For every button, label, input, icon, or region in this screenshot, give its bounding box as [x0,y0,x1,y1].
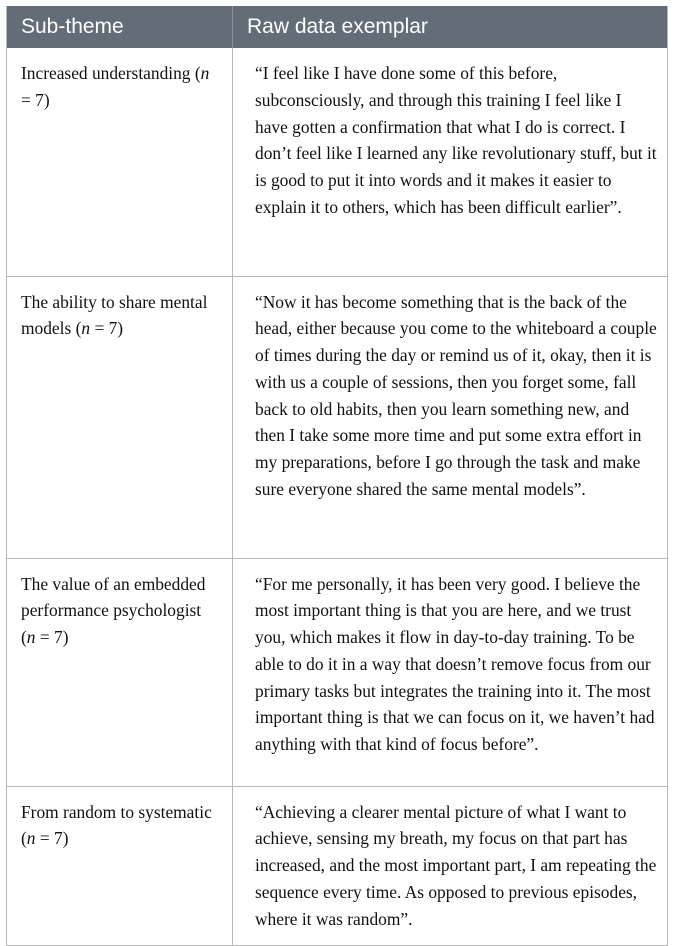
subtheme-cell: The value of an embedded performance psychologist (n = 7) [7,558,233,786]
sample-size-variable: n [26,627,36,648]
subtheme-label: From random to systematic [21,801,212,822]
table-row [7,786,668,946]
table-body [7,48,668,946]
table-row [7,558,668,786]
exemplar-quote: “Achieving a clearer mental picture of what I want to achieve, sensing my breath, my focus on that part has increased, and the most important part, I am repeating the sequence every time. As opposed to previous episodes, where it was random”. [233,786,668,946]
table-header [7,6,668,48]
exemplar-quote: “Now it has become something that is the back of the head, either because you come to the whiteboard a couple of times during the day or remind us of it, okay, then it is with us a couple of sessions, then you forget some, fall back to old habits, then you learn something new, and then I take some more time and put some extra effort in my preparations, before I go through the task and make sure everyone shared the same mental models”. [233,276,668,558]
header-row [7,6,668,48]
subtheme-label: The value of an embedded performance psychologist [21,573,206,621]
sample-size-value: = 7 [21,89,44,110]
header-subtheme: Sub-theme [7,6,233,48]
subtheme-label: The ability to share mental models [21,291,208,339]
subtheme-table [6,6,668,946]
sample-size-value: = 7 [90,318,118,339]
subtheme-label: Increased understanding [21,63,191,83]
exemplar-quote: “For me personally, it has been very good. I believe the most important thing is that you are here, and we trust you, which makes it flow in day-to-day training. To be able to do it in a way that doesn’t remove focus from our primary tasks but integrates the training into it. The most important thing is that we can focus on it, we haven’t had anything with that kind of focus before”. [233,558,668,786]
header-raw-data-exemplar: Raw data exemplar [233,6,668,48]
table-row [7,276,668,558]
sample-size-variable: n [81,318,91,339]
sample-size-variable: n [200,63,210,83]
table-row [7,48,668,276]
subtheme-cell: Increased understanding (n = 7) [21,63,210,110]
sample-size-value: = 7 [35,828,63,849]
sample-size-variable: n [26,828,36,849]
subtheme-cell: The ability to share mental models (n = 7) [7,276,233,558]
subtheme-cell: From random to systematic (n = 7) [7,786,233,946]
exemplar-quote: “I feel like I have done some of this before, subconsciously, and through this training I feel like I have gotten a confirmation that what I do is correct. I don’t feel like I learned any like revolutionary stuff, but it is good to put it into words and it makes it easier to explain it to others, which has been difficult earlier”. [233,48,668,276]
sample-size-value: = 7 [35,627,63,648]
